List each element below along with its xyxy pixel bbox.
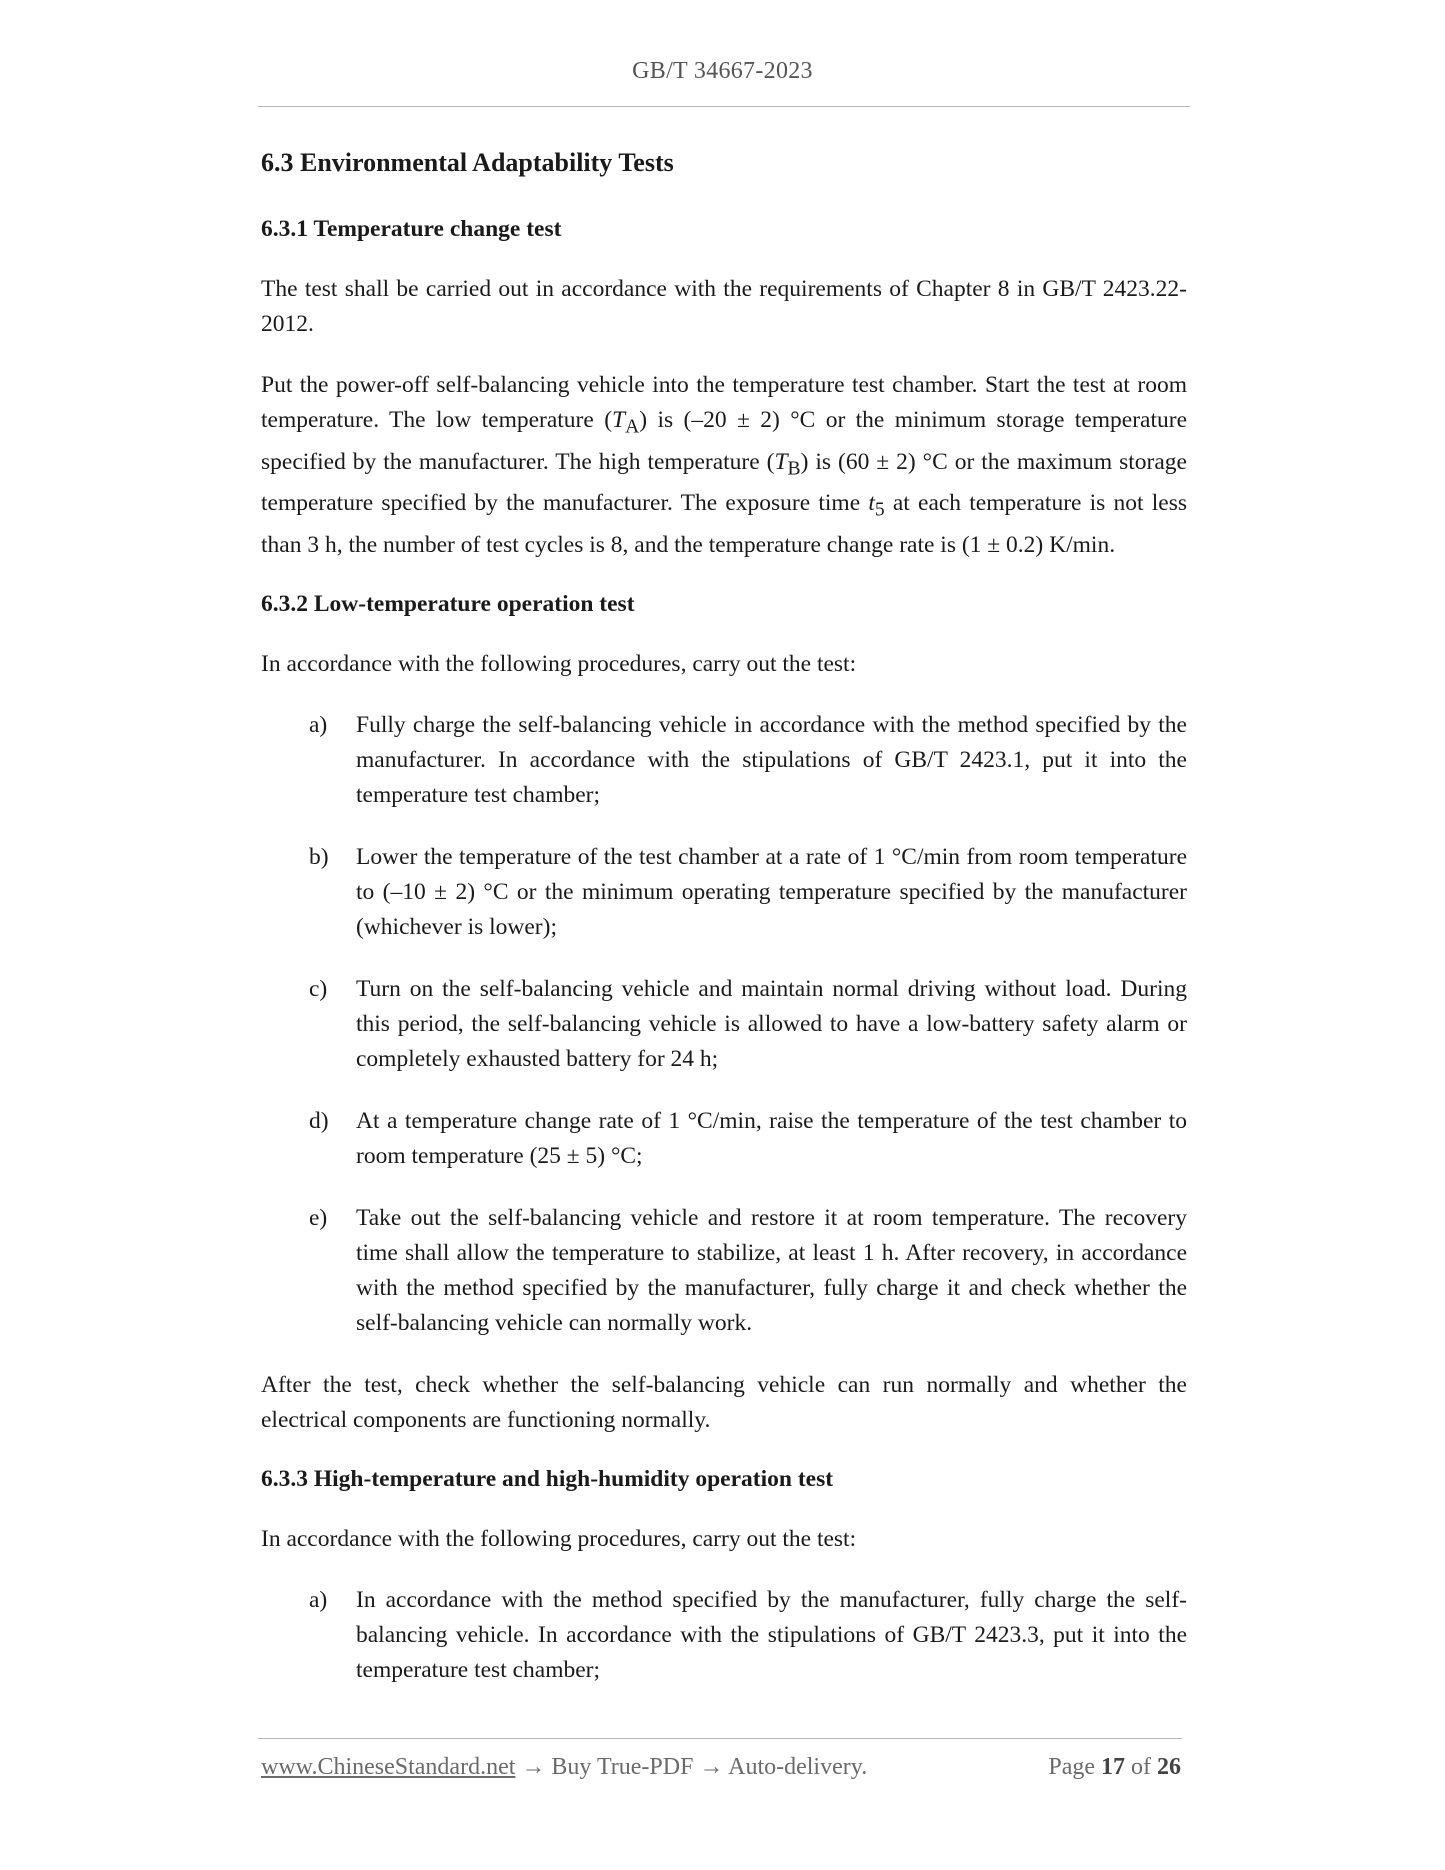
- symbol-tb: T: [774, 448, 788, 475]
- list-item: [261, 972, 1187, 1077]
- header-divider: [258, 106, 1190, 107]
- paragraph-6-3-2-after: After the test, check whether the self-balancing vehicle can run normally and whether the electrical components are functioning normally.: [261, 1372, 1187, 1434]
- list-item-marker: a): [309, 1587, 328, 1614]
- list-item-marker: c): [309, 976, 328, 1003]
- list-item: [261, 840, 1187, 945]
- paragraph-6-3-2-intro: In accordance with the following procedures, carry out the test:: [261, 651, 857, 678]
- symbol-t5: t: [868, 490, 875, 517]
- text-run: ) is (–20 ± 2) °C or the minimum storage temperature specified by the manufacturer. The high temperature (: [261, 407, 1187, 475]
- subscript-5: 5: [874, 500, 885, 522]
- subsection-title-6-3-3: 6.3.3 High-temperature and high-humidity operation test: [261, 1466, 834, 1493]
- section-title: 6.3 Environmental Adaptability Tests: [261, 148, 674, 177]
- page-label: Page: [1048, 1754, 1095, 1780]
- page-header-standard-code: GB/T 34667-2023: [632, 58, 813, 84]
- subscript-a: A: [625, 416, 640, 438]
- list-item-marker: d): [309, 1108, 329, 1135]
- site-link[interactable]: www.ChineseStandard.net: [261, 1754, 516, 1780]
- list-item: [261, 1583, 1187, 1688]
- list-item-text: In accordance with the method specified by the manufacturer, fully charge the self-balancing vehicle. In accordance with the stipulations of GB/T 2423.3, put it into the temperature test chamber;: [356, 1587, 1187, 1684]
- page-current: 17: [1101, 1754, 1125, 1780]
- text-run: at each temperature is not less than 3 h, the number of test cycles is 8, and the temperature change rate is (1 ± 0.2) K/min.: [261, 490, 1187, 559]
- list-item-text: Lower the temperature of the test chamber at a rate of 1 °C/min from room temperature to (–10 ± 2) °C or the minimum operating temperature specified by the manufacturer (whichever is lower);: [356, 844, 1187, 941]
- list-item-text: Fully charge the self-balancing vehicle in accordance with the method specified by the manufacturer. In accordance with the stipulations of GB/T 2423.1, put it into the temperature test chamber;: [356, 712, 1187, 809]
- text-run: Put the power-off self-balancing vehicle into the temperature test chamber. Start the test at room temperature. The low temperature (: [261, 372, 1187, 433]
- promo-text: → Buy True-PDF → Auto-delivery.: [515, 1754, 868, 1780]
- document-body: [261, 146, 1187, 1715]
- subsection-title-6-3-2: 6.3.2 Low-temperature operation test: [261, 591, 635, 618]
- procedure-list-6-3-3: [261, 1583, 1187, 1688]
- of-label: of: [1131, 1754, 1151, 1780]
- list-item-text: At a temperature change rate of 1 °C/min, raise the temperature of the test chamber to room temperature (25 ± 5) °C;: [356, 1108, 1187, 1170]
- list-item-text: Take out the self-balancing vehicle and restore it at room temperature. The recovery time shall allow the temperature to stabilize, at least 1 h. After recovery, in accordance with the method specified by the manufacturer, fully charge it and check whether the self-balancing vehicle can normally work.: [356, 1205, 1187, 1337]
- footer-promo: [261, 1754, 867, 1781]
- list-item-marker: e): [309, 1205, 328, 1232]
- subsection-title-6-3-1: 6.3.1 Temperature change test: [261, 216, 562, 242]
- list-item-marker: a): [309, 712, 328, 739]
- footer-divider: [258, 1738, 1182, 1739]
- paragraph-6-3-1-procedure: [261, 368, 1187, 563]
- subscript-b: B: [787, 458, 801, 480]
- text-run: ) is (60 ± 2) °C or the maximum storage temperature specified by the manufacturer. The exposure time: [261, 448, 1187, 517]
- paragraph-6-3-1-reference: The test shall be carried out in accordance with the requirements of Chapter 8 in GB/T 2423.22-2012.: [261, 276, 1187, 337]
- list-item: [261, 1201, 1187, 1341]
- page-number: [1048, 1754, 1181, 1781]
- procedure-list-6-3-2: [261, 708, 1187, 1341]
- paragraph-6-3-3-intro: In accordance with the following procedures, carry out the test:: [261, 1526, 857, 1553]
- list-item: [261, 708, 1187, 813]
- symbol-ta: T: [612, 407, 626, 433]
- page-total: 26: [1157, 1754, 1181, 1780]
- page-footer: [261, 1754, 1181, 1781]
- list-item-marker: b): [309, 844, 329, 871]
- list-item-text: Turn on the self-balancing vehicle and maintain normal driving without load. During this period, the self-balancing vehicle is allowed to have a low-battery safety alarm or completely exhausted battery for 24 h;: [356, 976, 1187, 1073]
- list-item: [261, 1104, 1187, 1174]
